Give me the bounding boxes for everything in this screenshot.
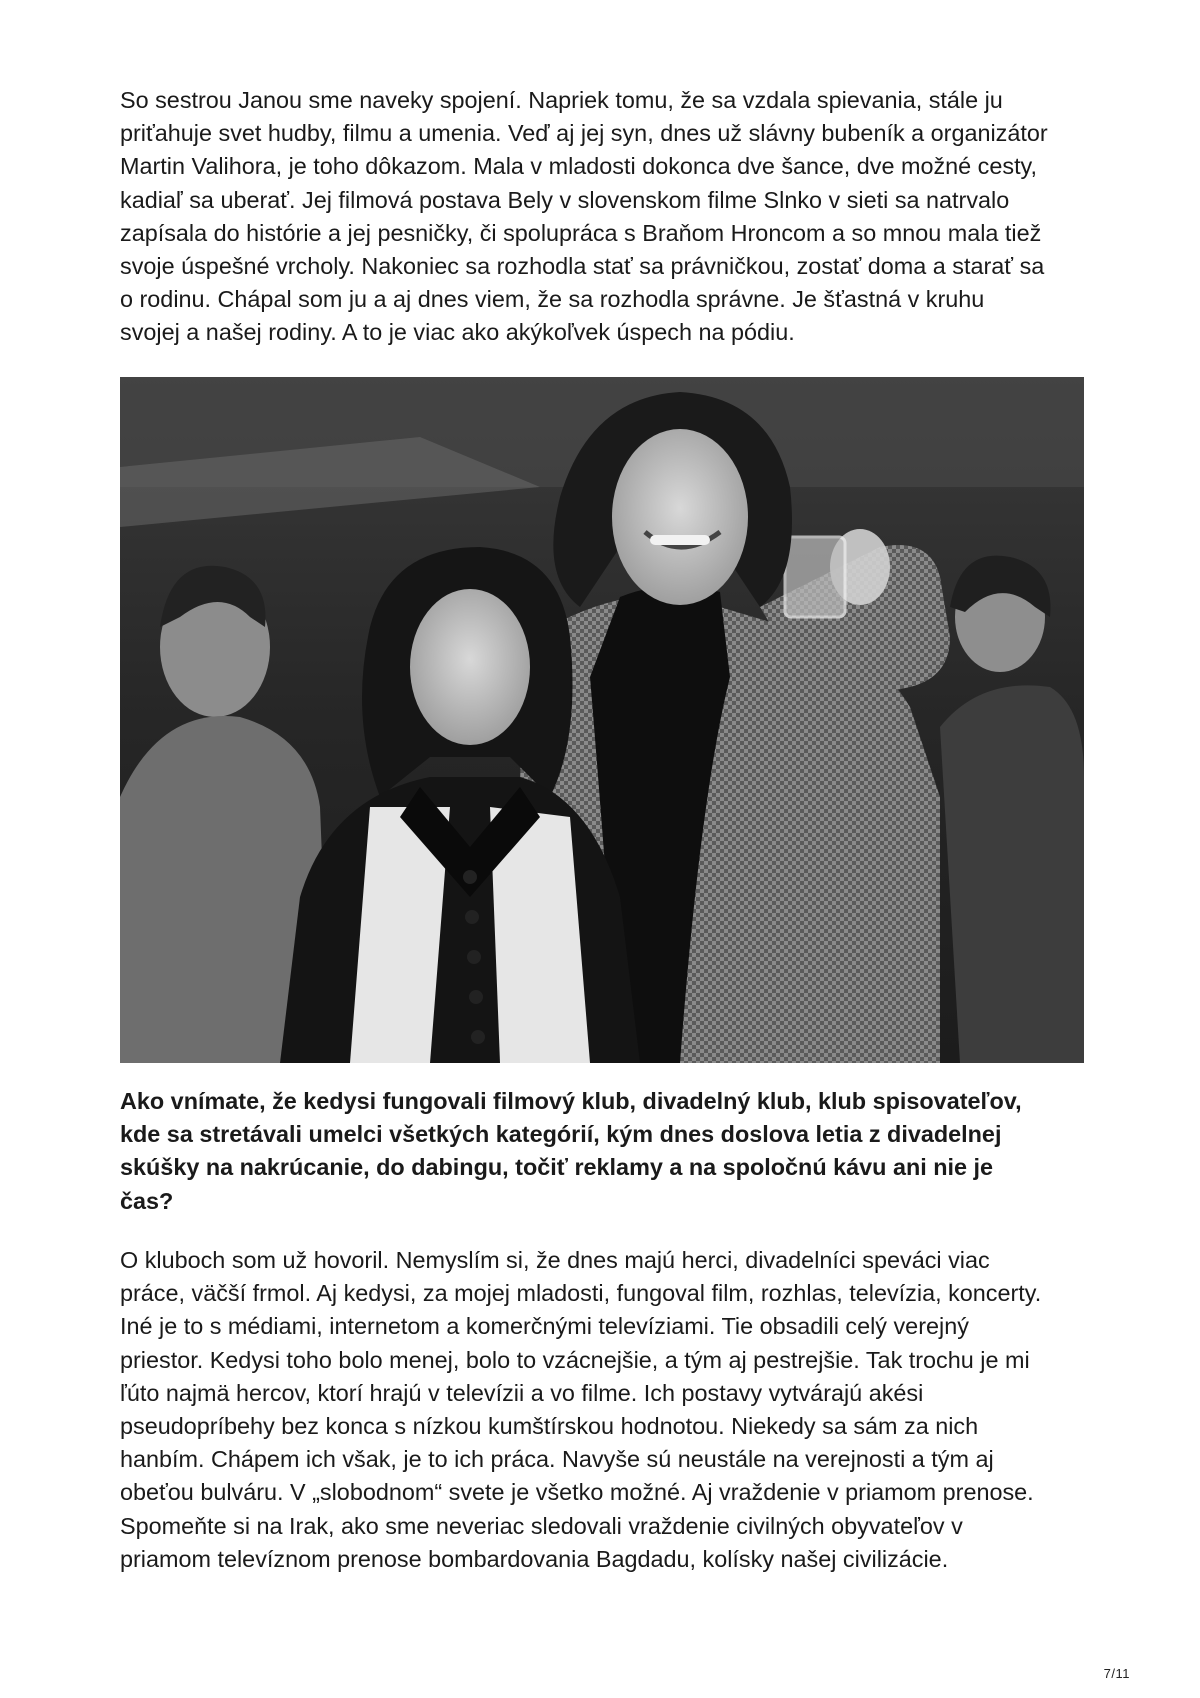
- question-line: čas?: [120, 1187, 174, 1214]
- answer-line: ľúto najmä hercov, ktorí hrajú v televízii a vo filme. Ich postavy vytvárajú akési: [120, 1379, 924, 1406]
- intro-line: kadiaľ sa uberať. Jej filmová postava Bely v slovenskom filme Slnko v sieti sa natrvalo: [120, 186, 1010, 213]
- answer-paragraph: [120, 1244, 1100, 1576]
- answer-line: O kluboch som už hovoril. Nemyslím si, že dnes majú herci, divadelníci speváci viac: [120, 1247, 990, 1273]
- question-line: kde sa stretávali umelci všetkých kategórií, kým dnes doslova letia z divadelnej: [120, 1121, 1002, 1148]
- black-and-white-photo: [120, 377, 1084, 1063]
- answer-line: obeťou bulváru. V „slobodnom“ svete je všetko možné. Aj vraždenie v priamom prenose.: [120, 1479, 1034, 1506]
- answer-line: Iné je to s médiami, internetom a komerčnými televíziami. Tie obsadili celý verejný: [120, 1313, 969, 1340]
- answer-line: Spomeňte si na Irak, ako sme neveriac sledovali vraždenie civilných obyvateľov v: [120, 1512, 963, 1539]
- intro-line: Martin Valihora, je toho dôkazom. Mala v mladosti dokonca dve šance, dve možné cesty,: [120, 153, 1038, 180]
- intro-line: priťahuje svet hudby, filmu a umenia. Veď aj jej syn, dnes už slávny bubeník a organizátor: [120, 120, 1048, 147]
- question-line: Ako vnímate, že kedysi fungovali filmový klub, divadelný klub, klub spisovateľov,: [120, 1088, 1022, 1114]
- intro-line: zapísala do histórie a jej pesničky, či spolupráca s Braňom Hroncom a so mnou mala tiež: [120, 219, 1042, 246]
- answer-line: priestor. Kedysi toho bolo menej, bolo to vzácnejšie, a tým aj pestrejšie. Tak trochu je mi: [120, 1346, 1030, 1373]
- answer-line: pseudopríbehy bez konca s nízkou kumštírskou hodnotou. Niekedy sa sám za nich: [120, 1413, 979, 1440]
- intro-line: svojej a našej rodiny. A to je viac ako akýkoľvek úspech na pódiu.: [120, 319, 795, 346]
- intro-paragraph: [120, 84, 1100, 350]
- intro-line: svoje úspešné vrcholy. Nakoniec sa rozhodla stať sa právničkou, zostať doma a starať sa: [120, 253, 1045, 280]
- answer-line: hanbím. Chápem ich však, je to ich práca. Navyše sú neustále na verejnosti a tým aj: [120, 1446, 994, 1473]
- interview-question: [120, 1085, 1100, 1218]
- intro-line: o rodinu. Chápal som ju a aj dnes viem, že sa rozhodla správne. Je šťastná v kruhu: [120, 286, 985, 313]
- question-line: skúšky na nakrúcanie, do dabingu, točiť reklamy a na spoločnú kávu ani nie je: [120, 1154, 994, 1181]
- page-number: 7/11: [1103, 1666, 1130, 1681]
- intro-line: So sestrou Janou sme naveky spojení. Napriek tomu, že sa vzdala spievania, stále ju: [120, 87, 1003, 113]
- answer-line: práce, väčší frmol. Aj kedysi, za mojej mladosti, fungoval film, rozhlas, televízia, koncerty.: [120, 1280, 1042, 1307]
- answer-line: priamom televíznom prenose bombardovania Bagdadu, kolísky našej civilizácie.: [120, 1545, 949, 1572]
